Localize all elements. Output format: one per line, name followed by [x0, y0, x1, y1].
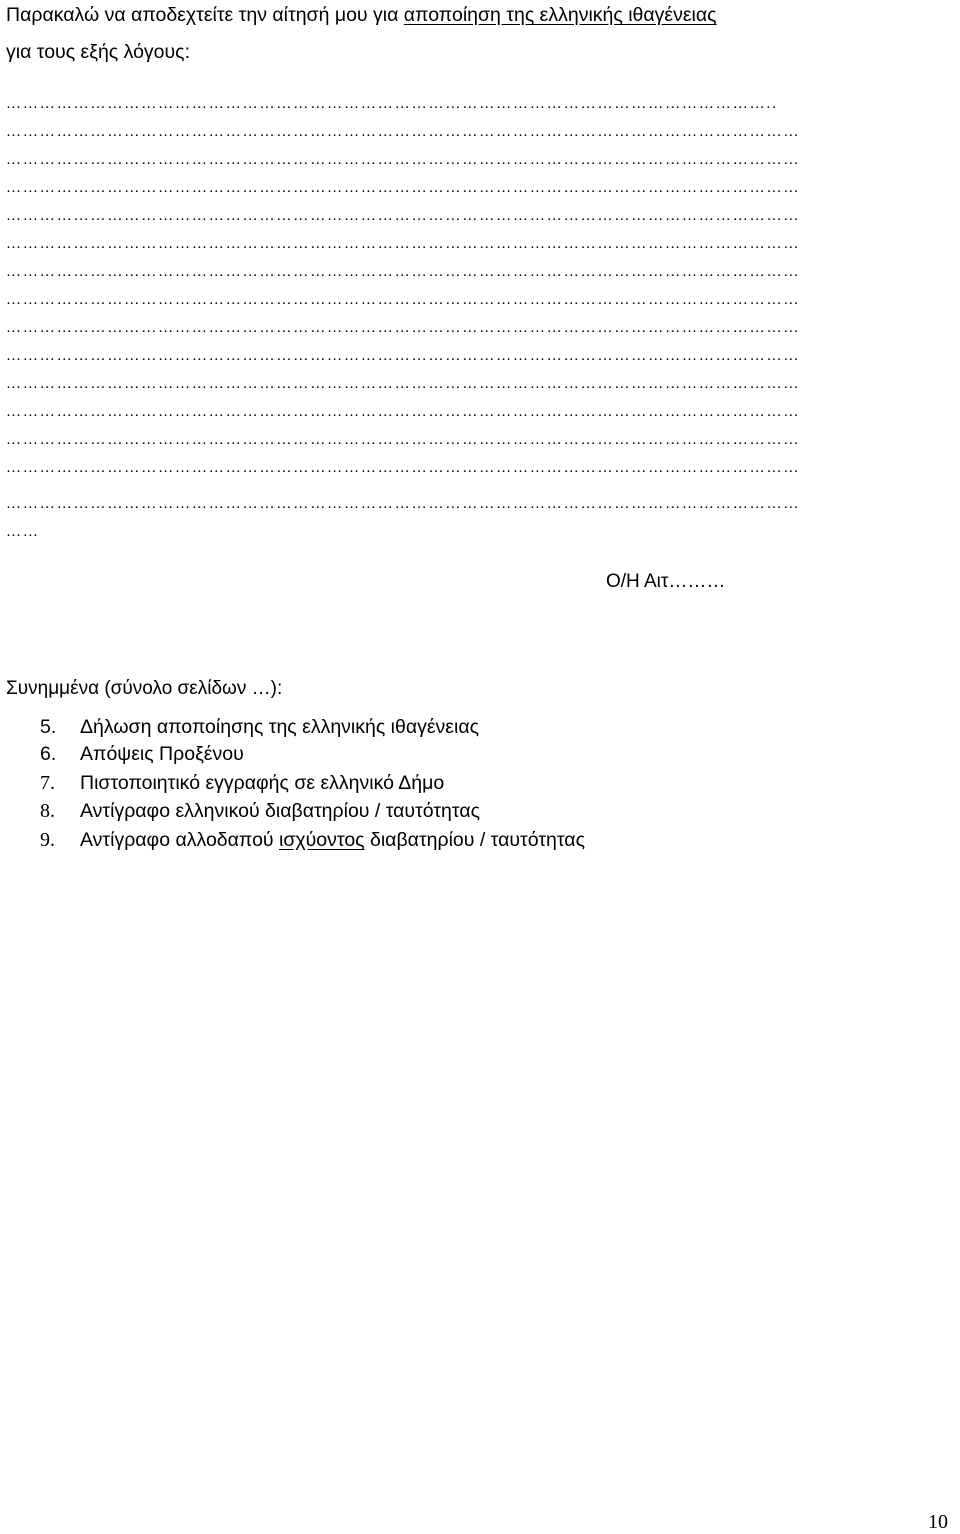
attachment-item: [0, 797, 900, 825]
intro-line-2: για τους εξής λόγους:: [6, 41, 190, 63]
dotted-line: ……………………………………………………………………………………………………………………………: [6, 236, 801, 252]
attachment-text-part: διαβατηρίου / ταυτότητας: [364, 829, 585, 851]
dotted-line: ……………………………………………………………………………………………………………………………: [6, 460, 801, 476]
dotted-line: ……: [6, 524, 40, 540]
attachment-text-part: Αντίγραφο αλλοδαπού: [80, 829, 280, 851]
dotted-line: ……………………………………………………………………………………………………………………………: [6, 152, 801, 168]
attachment-item: [0, 740, 900, 768]
dotted-line: ……………………………………………………………………………………………………………………………: [6, 264, 801, 280]
dotted-line: ……………………………………………………………………………………………………………………………: [6, 496, 801, 512]
dotted-line: ……………………………………………………………………………………………………………………………: [6, 124, 801, 140]
attachment-text: Αντίγραφο ελληνικού διαβατηρίου / ταυτότητας: [80, 800, 480, 822]
attachment-underlined-word: ισχύοντος: [279, 829, 365, 851]
dotted-line: ……………………………………………………………………………………………………………………………: [6, 208, 801, 224]
dotted-line: ……………………………………………………………………………………………………………………………: [6, 180, 801, 196]
intro-line-1: [6, 3, 717, 27]
attachment-text: Πιστοποιητικό εγγραφής σε ελληνικό Δήμο: [80, 772, 445, 794]
attachment-number: 7.: [40, 772, 55, 794]
attachment-text: Απόψεις Προξένου: [80, 743, 244, 765]
intro-underlined-phrase: αποποίηση της ελληνικής ιθαγένειας: [403, 4, 717, 26]
attachment-text: [80, 826, 585, 854]
attachment-item: [0, 826, 900, 854]
attachment-number: 5.: [40, 716, 57, 738]
attachment-text: Δήλωση αποποίησης της ελληνικής ιθαγένειας: [80, 716, 479, 738]
attachments-title: Συνημμένα (σύνολο σελίδων …):: [6, 678, 283, 699]
attachment-number: 6.: [40, 743, 57, 765]
attachment-item: [0, 769, 900, 797]
attachment-item: [0, 713, 900, 741]
dotted-line: ……………………………………………………………………………………………………………………………: [6, 376, 801, 392]
dotted-line: ……………………………………………………………………………………………………………………………: [6, 432, 801, 448]
dotted-line: ……………………………………………………………………………………………………………………………: [6, 320, 801, 336]
dotted-line: ……………………………………………………………………………………………………………………………: [6, 404, 801, 420]
dotted-line: ………………………………………………………………………………………………………………………..: [6, 96, 778, 112]
intro-text: Παρακαλώ να αποδεχτείτε την αίτησή μου για: [6, 4, 404, 26]
dotted-line: ……………………………………………………………………………………………………………………………: [6, 348, 801, 364]
dotted-line: ……………………………………………………………………………………………………………………………: [6, 292, 801, 308]
applicant-signature: Ο/Η Αιτ………: [606, 571, 726, 592]
attachment-number: 8.: [40, 800, 55, 822]
page-number: 10: [928, 1511, 948, 1533]
attachment-number: 9.: [40, 829, 55, 851]
